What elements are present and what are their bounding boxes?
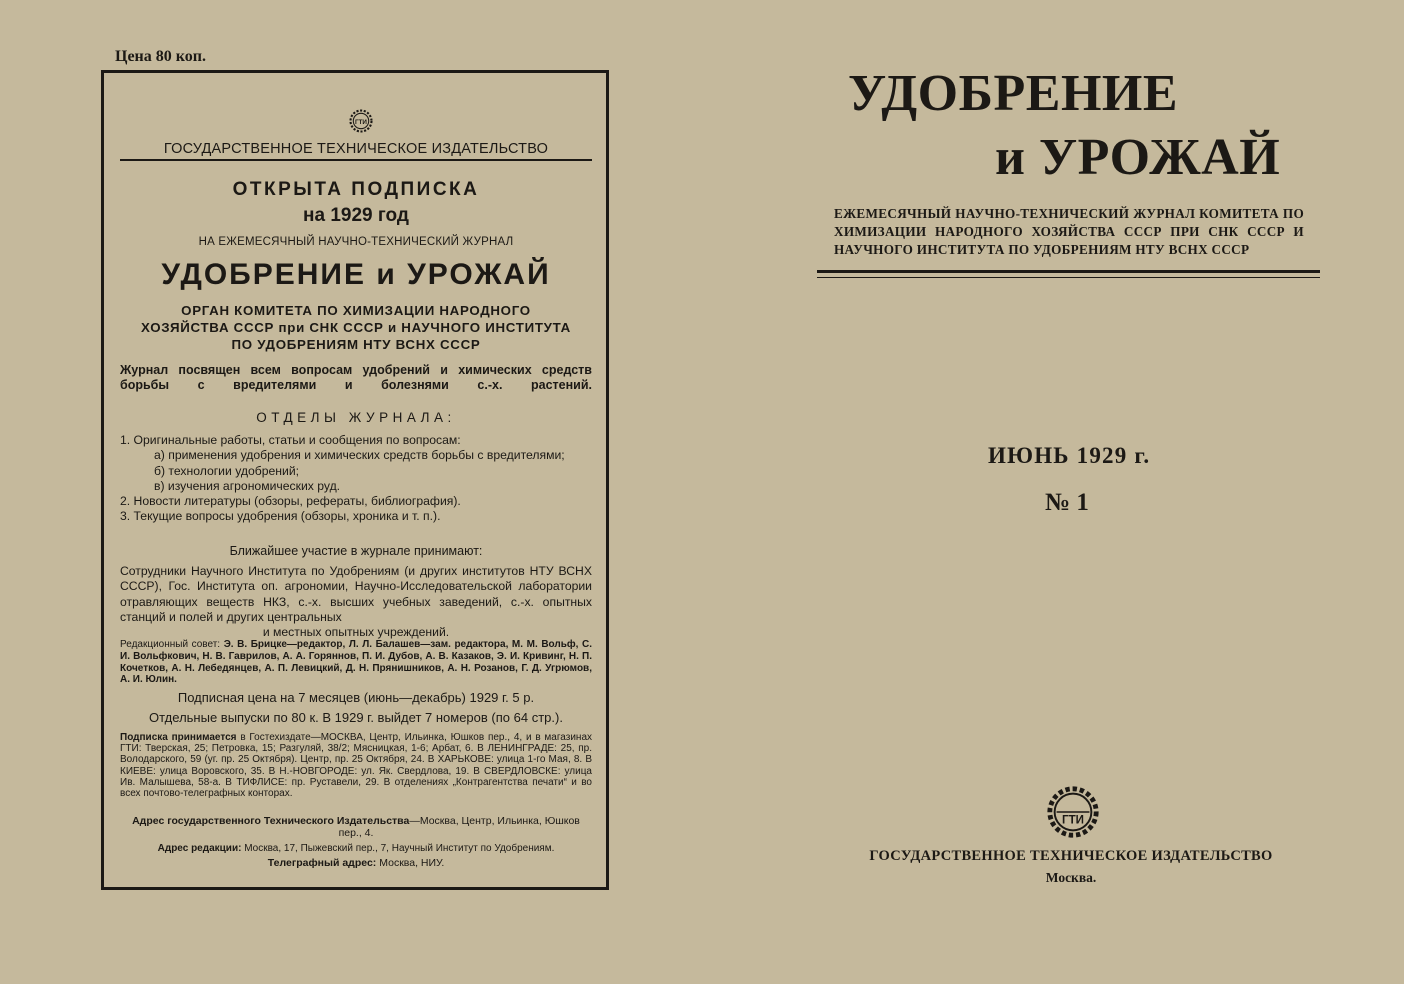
address-editorial: Москва, 17, Пыжевский пер., 7, Научный Институт по Удобрениям. [244,843,555,854]
ad-departments-heading: ОТДЕЛЫ ЖУРНАЛА: [256,410,456,425]
address-editorial-label: Адрес редакции: [157,843,242,854]
ad-devoted-text: Журнал посвящен всем вопросам удобрений и химических средств борьбы с вредителями и болезнями с.-х. растений. [120,363,592,392]
subscription-advertisement [101,70,609,890]
cover-issue-number: № 1 [1045,489,1089,516]
ad-subscription-target: НА ЕЖЕМЕСЯЧНЫЙ НАУЧНО-ТЕХНИЧЕСКИЙ ЖУРНАЛ [198,236,514,248]
ad-publisher-address [120,815,592,839]
cover-issue-date: ИЮНЬ 1929 г. [988,443,1151,468]
ad-departments-list [120,433,592,525]
ad-journal-title: УДОБРЕНИЕ и УРОЖАЙ [161,258,551,291]
subscriptions-text: в Гостехиздате—МОСКВА, Центр, Ильинка, Юшков пер., 4, и в магазинах ГТИ: Тверская, 25; Петровка, 15; Разгуляй, 38/2; Мясницкая, 1-6; Арбат, 6. В ЛЕНИНГРАДЕ: 25, пр. Володарского, 59 (уг. пр. 25 Октября). Центр, пр. 25 Октября, 24. В ХАРЬКОВЕ: улица 1-го Мая, 8. В КИЕВЕ: улица Воровского, 35. В Н.-НОВГОРОДЕ: ул. Як. Свердлова, 19. В СВЕРДЛОВСКЕ: улица Ив. Малышева, 58-а. В ТИФЛИСЕ: пр. Руставели, 29. В отделениях „Контрагентства печати“ и во всех почтово-телеграфных конторах. [120,732,593,800]
subscriptions-label: Подписка принимается [120,732,237,743]
ad-editorial-board [120,639,592,686]
participation-body: Сотрудники Научного Института по Удобрениям (и других институтов НТУ ВСНХ СССР), Гос. Института оп. агрономии, Научно-Исследовательской лаборатории отравляющих веществ НКЗ, с.-х. высших учебных заведений, с.-х. опытных станций и полей и других центральных [120,564,592,624]
department-item-1b: б) технологии удобрений; [154,463,300,478]
ad-divider [120,159,592,161]
cover-thick-rule [817,270,1320,273]
ad-participation-text [120,564,592,640]
telegraph-label: Телеграфный адрес: [267,857,377,869]
price-label: Цена 80 коп. [115,48,206,65]
participation-end: и местных опытных учреждений. [262,625,450,640]
address-publisher: —Москва, Центр, Ильинка, Юшков пер., 4. [338,815,580,839]
cover-title-line2: и УРОЖАЙ [995,129,1281,186]
department-item-3: 3. Текущие вопросы удобрения (обзоры, хроника и т. п.). [120,509,441,524]
ad-subscription-year: на 1929 год [303,205,409,226]
department-item-1a: а) применения удобрения и химических средств борьбы с вредителями; [154,448,565,463]
big-logo-letters: ГТИ [1062,813,1084,827]
board-label: Редакционный совет: [120,639,221,650]
ad-publisher: ГОСУДАРСТВЕННОЕ ТЕХНИЧЕСКОЕ ИЗДАТЕЛЬСТВО [163,141,549,157]
cover-city: Москва. [1045,870,1097,885]
ad-single-issue-price: Отдельные выпуски по 80 к. В 1929 г. выйдет 7 номеров (по 64 стр.). [149,710,563,725]
department-item-1: 1. Оригинальные работы, статьи и сообщения по вопросам: [120,433,461,447]
cover-publisher: ГОСУДАРСТВЕННОЕ ТЕХНИЧЕСКОЕ ИЗДАТЕЛЬСТВО [869,848,1273,864]
ad-subscription-price: Подписная цена на 7 месяцев (июнь—декабрь) 1929 г. 5 р. [177,690,535,705]
ad-organ-text: ОРГАН КОМИТЕТА ПО ХИМИЗАЦИИ НАРОДНОГО ХОЗЯЙСТВА СССР при СНК СССР и НАУЧНОГО ИНСТИТУТА ПО УДОБРЕНИЯМ НТУ ВСНХ СССР [141,303,571,352]
cover-thin-rule [817,277,1320,278]
ad-telegraph-address [120,857,592,869]
cover-description: ЕЖЕМЕСЯЧНЫЙ НАУЧНО-ТЕХНИЧЕСКИЙ ЖУРНАЛ КОМИТЕТА ПО ХИМИЗАЦИИ НАРОДНОГО ХОЗЯЙСТВА СССР ПРИ СНК СССР И НАУЧНОГО ИНСТИТУТА ПО УДОБРЕНИЯМ НТУ ВСНХ СССР [834,206,1304,257]
cover-title-line1: УДОБРЕНИЕ [848,65,1179,122]
ad-subscription-open: ОТКРЫТА ПОДПИСКА [232,179,480,200]
department-item-1c: в) изучения агрономических руд. [154,478,341,493]
gti-gear-logo-icon [347,107,375,135]
ad-editorial-address [120,843,592,855]
board-members: Э. В. Брицке—редактор, Л. Л. Балашев—зам. редактора, М. М. Вольф, С. И. Вольфкович, Н. В. Гаврилов, А. А. Горяннов, П. И. Дубов, А. В. Казаков, Э. И. Кривинг, Н. П. Кочетков, А. Н. Лебедянцев, А. П. Левицкий, Д. Н. Прянишников, А. Н. Розанов, Г. Д. Угрюмов, А. И. Юлин. [120,639,593,686]
small-logo-letters: ГТИ [355,118,367,126]
department-item-2: 2. Новости литературы (обзоры, рефераты, библиография). [120,494,461,509]
ad-subscription-places [120,732,592,799]
ad-participation-heading: Ближайшее участие в журнале принимают: [229,544,483,558]
address-publisher-label: Адрес государственного Технического Издательства [132,815,410,827]
gti-gear-logo-icon [1044,783,1102,841]
telegraph-address: Москва, НИУ. [379,857,445,869]
